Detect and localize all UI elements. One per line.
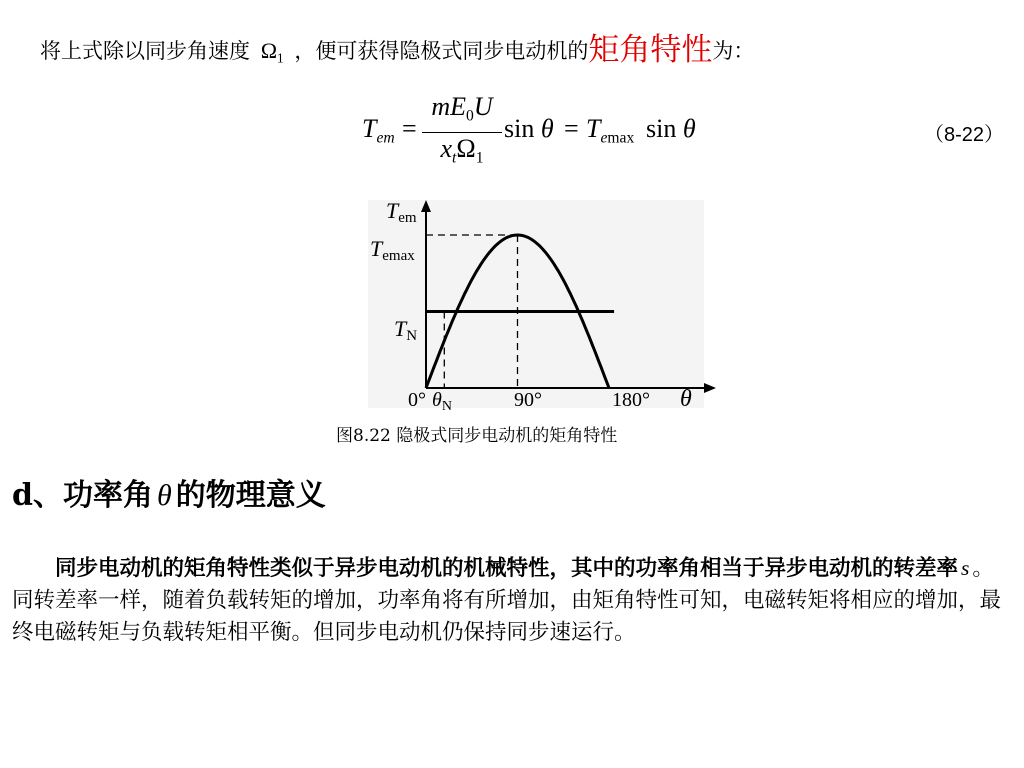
- intro-line: [40, 32, 754, 77]
- formula-denominator: $x_t\Omega_1$: [440, 134, 484, 167]
- equation-number: （8-22）: [924, 124, 1005, 146]
- intro-text-after: 为：: [712, 39, 755, 63]
- formula: [362, 92, 722, 172]
- formula-equals-2: =: [564, 114, 579, 143]
- x-tick-0: 0°: [408, 389, 426, 411]
- intro-text-middle: ，便可获得隐极式同步电动机的: [294, 39, 589, 63]
- temax-label: Temax: [370, 236, 415, 264]
- theta-n-label: $\theta_N$: [432, 389, 452, 414]
- slip-symbol: s: [961, 556, 970, 580]
- formula-temax: $T_{emax}$: [586, 114, 635, 147]
- formula-equals-1: =: [402, 114, 417, 143]
- intro-text-before: 将上式除以同步角速度: [40, 39, 250, 63]
- paragraph-normal: 。同转差率一样，随着负载转矩的增加，功率角将有所增加，由矩角特性可知，电磁转矩将相应的增加，最终电磁转矩与负载转矩相平衡。但同步电动机仍保持同步速运行。: [12, 556, 1002, 645]
- section-theta: θ: [156, 479, 172, 512]
- section-heading: [12, 470, 326, 514]
- section-prefix: d、功率角: [12, 478, 153, 513]
- x-tick-90: 90°: [514, 389, 542, 411]
- body-paragraph: [12, 552, 1012, 649]
- section-suffix: 的物理意义: [175, 478, 326, 513]
- x-axis-label: θ: [680, 386, 692, 412]
- formula-lhs: $T_{em}$: [362, 114, 395, 147]
- figure-caption: 图8.22 隐极式同步电动机的矩角特性: [336, 426, 618, 446]
- formula-sin-theta-2: sin θ: [646, 114, 696, 143]
- torque-angle-chart: [360, 192, 720, 418]
- tn-label: TN: [394, 316, 418, 344]
- omega-symbol: $\Omega_1$: [260, 38, 284, 66]
- formula-sin-theta-1: sin θ: [504, 114, 554, 143]
- y-axis-label: Tem: [386, 198, 417, 226]
- formula-numerator: $mE_0U$: [431, 92, 493, 125]
- highlight-term: 矩角特性: [588, 32, 713, 68]
- chart-background: [368, 200, 704, 408]
- paragraph-bold: 同步电动机的矩角特性类似于异步电动机的机械特性，其中的功率角相当于异步电动机的转差率: [55, 556, 959, 581]
- x-axis-arrow-icon: [704, 383, 716, 393]
- x-tick-180: 180°: [612, 389, 650, 411]
